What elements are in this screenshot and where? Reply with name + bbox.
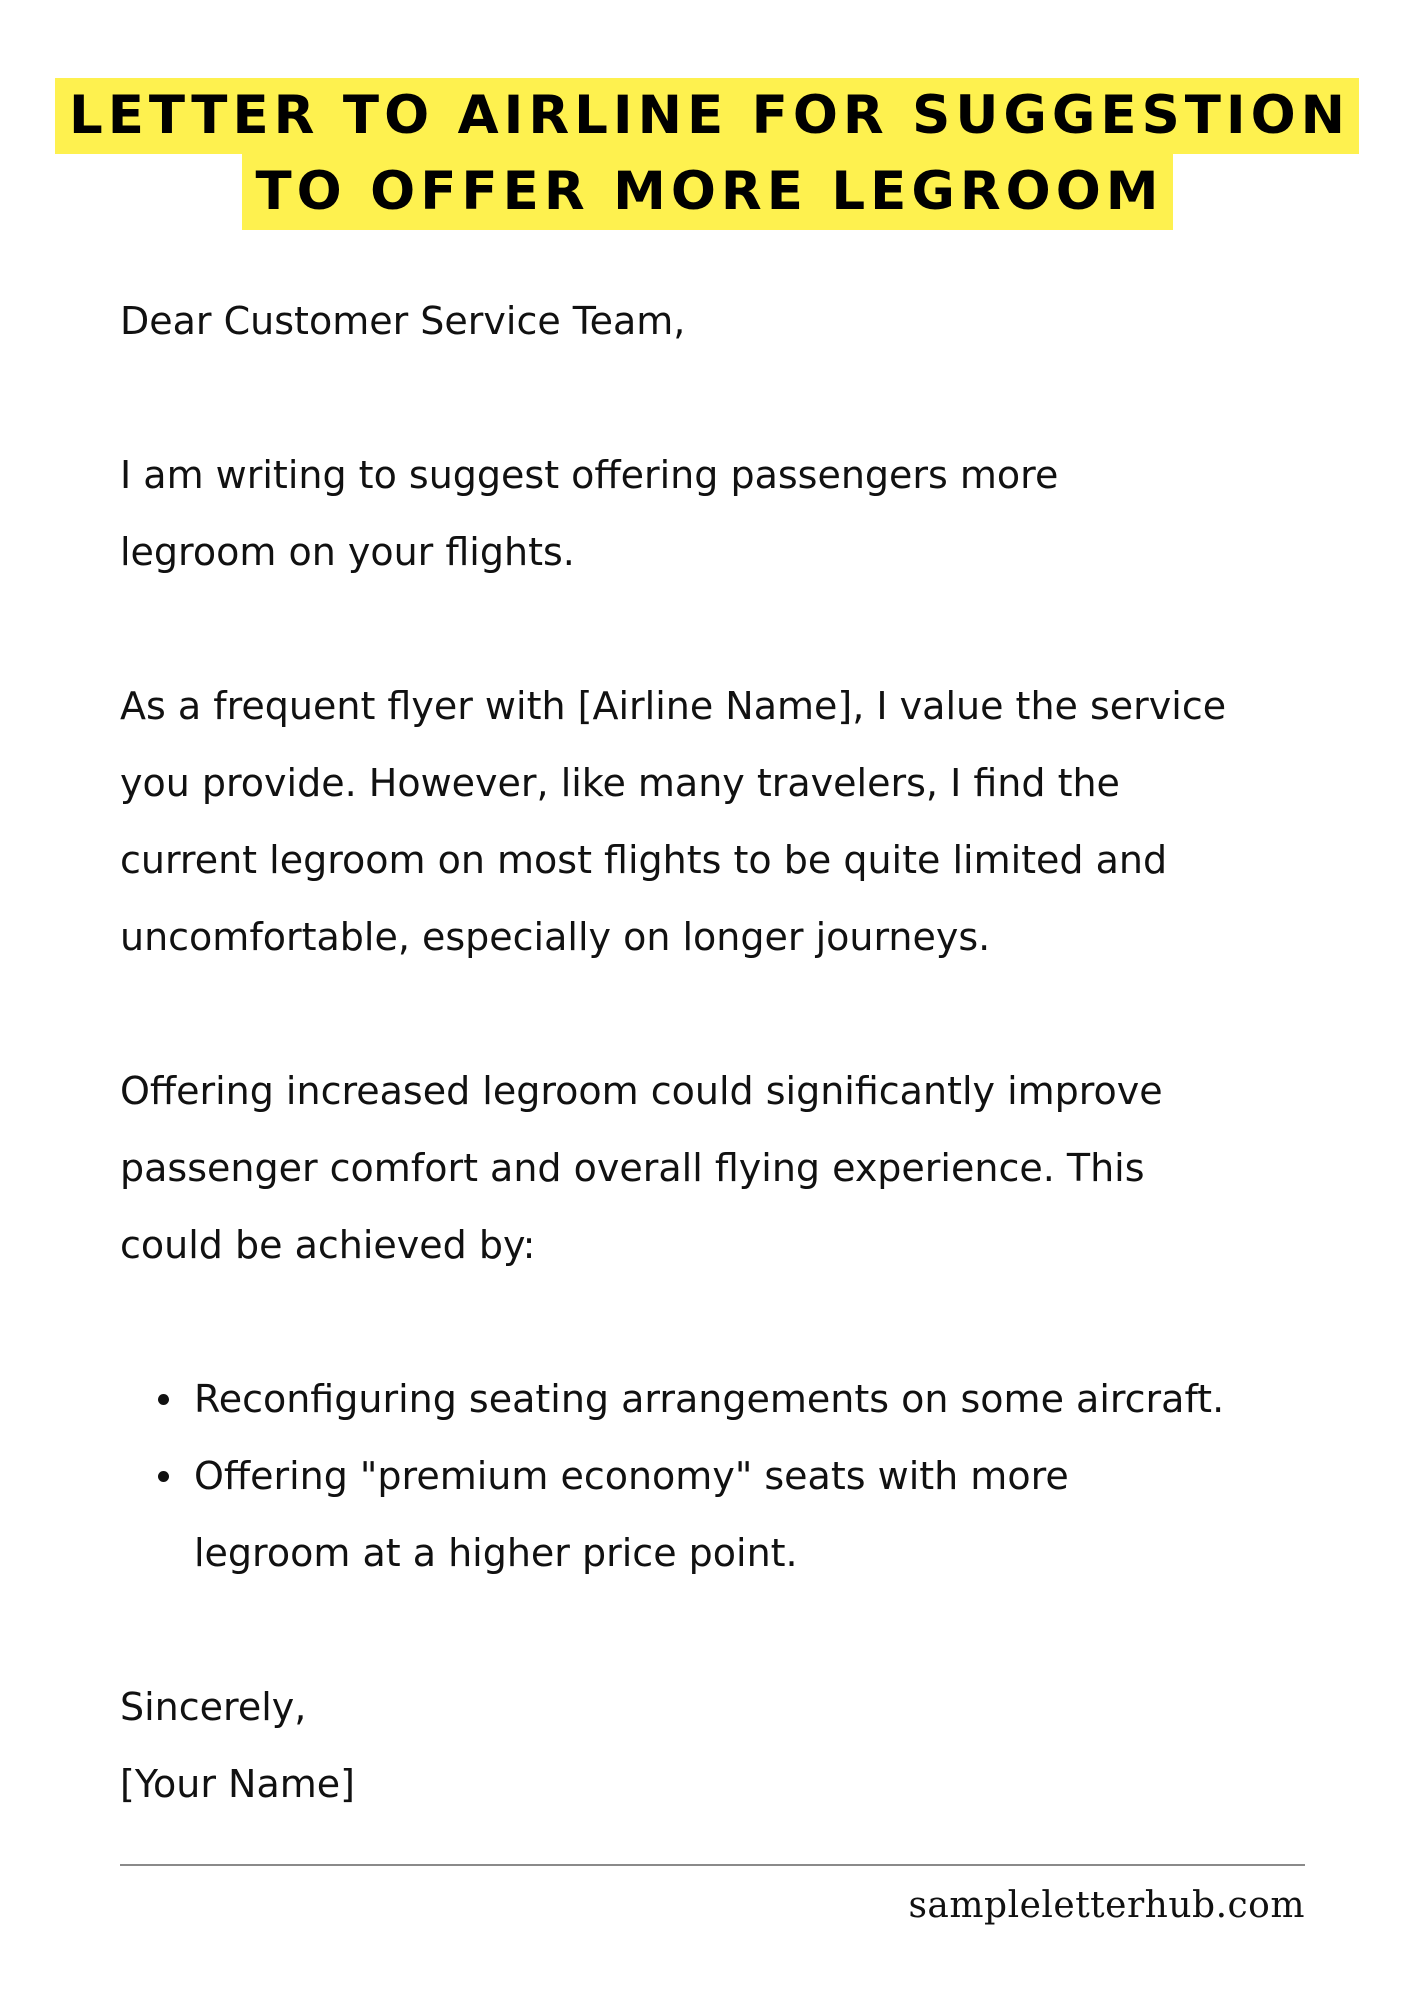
- closing-block: [120, 1669, 1370, 1823]
- text-line: I am writing to suggest offering passengers more: [120, 453, 1059, 497]
- text-line: As a frequent flyer with [Airline Name], I value the service: [120, 684, 1227, 728]
- text-line: Offering "premium economy" seats with more: [194, 1454, 1069, 1498]
- list-item: [194, 1438, 1370, 1592]
- text-line: could be achieved by:: [120, 1223, 536, 1267]
- title-line-1: LETTER TO AIRLINE FOR SUGGESTION: [55, 78, 1359, 154]
- title-line-2: TO OFFER MORE LEGROOM: [242, 154, 1173, 230]
- closing: Sincerely,: [120, 1685, 307, 1729]
- suggestion-list: [120, 1361, 1370, 1592]
- bullet-icon: [158, 1394, 169, 1405]
- paragraph-proposal: [120, 1053, 1370, 1284]
- list-item: [194, 1361, 1370, 1438]
- text-line: passenger comfort and overall flying experience. This: [120, 1146, 1145, 1190]
- website-url: sampleletterhub.com: [908, 1885, 1305, 1926]
- document-title: [0, 78, 1414, 230]
- text-line: Reconfiguring seating arrangements on some aircraft.: [194, 1377, 1225, 1421]
- text-line: legroom on your flights.: [120, 530, 575, 574]
- paragraph-frequent-flyer: [120, 668, 1370, 976]
- bullet-icon: [158, 1471, 169, 1482]
- text-line: you provide. However, like many travelers, I find the: [120, 761, 1120, 805]
- signature: [Your Name]: [120, 1762, 355, 1806]
- text-line: uncomfortable, especially on longer journeys.: [120, 915, 991, 959]
- text-line: current legroom on most flights to be quite limited and: [120, 838, 1168, 882]
- salutation: Dear Customer Service Team,: [120, 299, 686, 343]
- letter-body: [120, 283, 1370, 1823]
- text-line: Offering increased legroom could significantly improve: [120, 1069, 1163, 1113]
- text-line: legroom at a higher price point.: [194, 1531, 798, 1575]
- footer-divider: [120, 1864, 1305, 1866]
- paragraph-intro: [120, 437, 1370, 591]
